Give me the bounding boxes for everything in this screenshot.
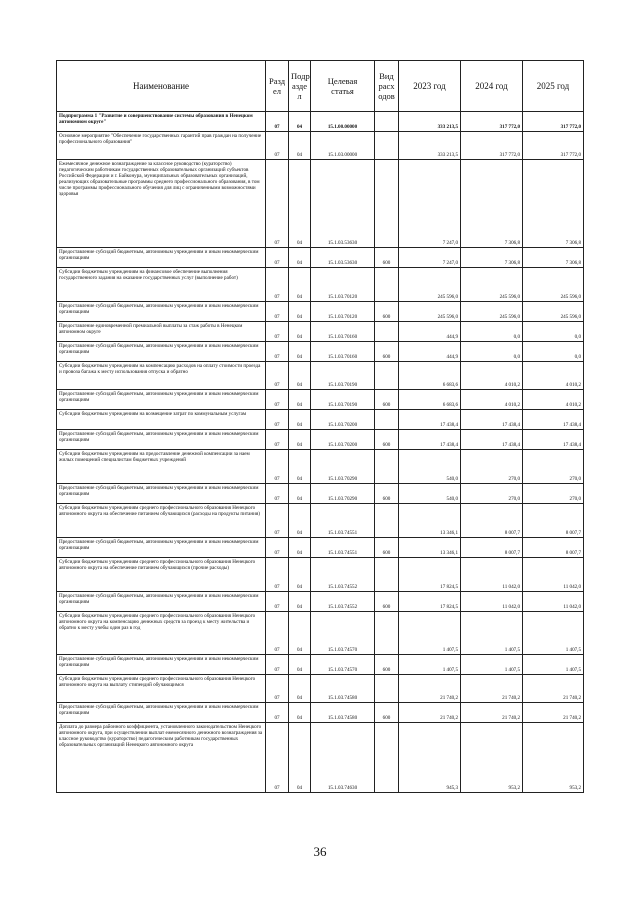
row-2024-cell: 4 010,2 — [461, 362, 523, 390]
row-2025-cell: 0,0 — [523, 322, 584, 342]
row-name-cell: Предоставление субсидий бюджетным, автономным учреждениям и иным некоммерческим организациям — [57, 655, 266, 675]
row-2024-cell: 7 306,8 — [461, 248, 523, 268]
row-2024-cell: 7 306,8 — [461, 160, 523, 248]
row-target-article-cell: 15.1.03.74570 — [311, 612, 375, 655]
row-target-article-cell: 15.1.03.74551 — [311, 504, 375, 538]
row-name-cell: Субсидии бюджетным учреждениям на компенсацию расходов на оплату стоимости проезда и провоза багажа к месту использования отпуска и обратно — [57, 362, 266, 390]
row-name-cell: Основное мероприятие "Обеспечение государственных гарантий прав граждан на получение профессионального образования" — [57, 132, 266, 160]
row-name-cell: Субсидии бюджетным учреждениям среднего профессионального образования Ненецкого автономного округа на компенсацию денежных средств за проезд к месту жительства и обратно к месту учебы один раз в год — [57, 612, 266, 655]
row-section-cell: 07 — [266, 342, 289, 362]
table-row — [57, 410, 584, 430]
row-2023-cell: 6 683,6 — [399, 362, 461, 390]
row-2023-cell: 245 596,0 — [399, 268, 461, 302]
row-2025-cell: 7 306,8 — [523, 248, 584, 268]
row-expense-type-cell — [375, 410, 399, 430]
row-2023-cell: 444,9 — [399, 322, 461, 342]
row-target-article-cell: 15.1.03.53630 — [311, 160, 375, 248]
row-name-cell: Предоставление субсидий бюджетным, автономным учреждениям и иным некоммерческим организациям — [57, 538, 266, 558]
row-2024-cell: 17 438,4 — [461, 430, 523, 450]
row-expense-type-cell: 600 — [375, 484, 399, 504]
row-2025-cell: 317 772,0 — [523, 112, 584, 132]
row-expense-type-cell — [375, 322, 399, 342]
row-2023-cell: 7 247,0 — [399, 248, 461, 268]
table-row — [57, 302, 584, 322]
header-expense-type: Вид расх одов — [375, 61, 399, 112]
row-subsection-cell: 04 — [289, 322, 311, 342]
table-row — [57, 655, 584, 675]
table-header-row — [57, 61, 584, 112]
row-target-article-cell: 15.1.03.74570 — [311, 655, 375, 675]
row-expense-type-cell: 600 — [375, 592, 399, 612]
row-2025-cell: 11 042,0 — [523, 558, 584, 592]
row-target-article-cell: 15.1.03.70200 — [311, 410, 375, 430]
row-2023-cell: 7 247,0 — [399, 160, 461, 248]
row-section-cell: 07 — [266, 655, 289, 675]
row-target-article-cell: 15.1.03.70290 — [311, 450, 375, 484]
row-subsection-cell: 04 — [289, 723, 311, 793]
row-target-article-cell: 15.1.03.74580 — [311, 675, 375, 703]
header-year-2025: 2025 год — [523, 61, 584, 112]
row-2023-cell: 333 213,5 — [399, 112, 461, 132]
table-row — [57, 703, 584, 723]
row-target-article-cell: 15.1.03.74551 — [311, 538, 375, 558]
row-section-cell: 07 — [266, 390, 289, 410]
table-row — [57, 558, 584, 592]
row-name-cell: Доплата до размера районного коэффициента, установленного законодательством Ненецкого автономного округа, при осуществлении выплат ежемесячного денежного вознаграждения за классное руководство (кураторство) педагогическим работникам государственных образовательных организаций Ненецкого автономного округа — [57, 723, 266, 793]
row-expense-type-cell — [375, 160, 399, 248]
row-subsection-cell: 04 — [289, 390, 311, 410]
row-2025-cell: 17 438,4 — [523, 410, 584, 430]
row-subsection-cell: 04 — [289, 268, 311, 302]
row-2025-cell: 317 772,0 — [523, 132, 584, 160]
row-name-cell: Предоставление единовременной премиальной выплаты за стаж работы в Ненецком автономном округе — [57, 322, 266, 342]
row-2023-cell: 245 596,0 — [399, 302, 461, 322]
row-section-cell: 07 — [266, 612, 289, 655]
row-2023-cell: 17 438,4 — [399, 430, 461, 450]
row-target-article-cell: 15.1.03.70190 — [311, 390, 375, 410]
row-2023-cell: 945,3 — [399, 723, 461, 793]
row-2023-cell: 13 346,1 — [399, 538, 461, 558]
row-subsection-cell: 04 — [289, 410, 311, 430]
row-expense-type-cell — [375, 132, 399, 160]
row-2025-cell: 953,2 — [523, 723, 584, 793]
row-section-cell: 07 — [266, 248, 289, 268]
row-expense-type-cell — [375, 612, 399, 655]
row-2023-cell: 1 407,5 — [399, 655, 461, 675]
header-target-article: Целевая статья — [311, 61, 375, 112]
row-2025-cell: 8 007,7 — [523, 538, 584, 558]
row-section-cell: 07 — [266, 410, 289, 430]
row-expense-type-cell: 600 — [375, 302, 399, 322]
row-name-cell: Предоставление субсидий бюджетным, автономным учреждениям и иным некоммерческим организациям — [57, 592, 266, 612]
row-2023-cell: 6 683,6 — [399, 390, 461, 410]
row-section-cell: 07 — [266, 484, 289, 504]
row-2023-cell: 21 740,2 — [399, 703, 461, 723]
row-expense-type-cell: 600 — [375, 538, 399, 558]
row-2025-cell: 8 007,7 — [523, 504, 584, 538]
row-2023-cell: 540,0 — [399, 450, 461, 484]
row-name-cell: Субсидии бюджетным учреждениям на предоставление денежной компенсации за наем жилых помещений специалистам бюджетных учреждений — [57, 450, 266, 484]
row-target-article-cell: 15.1.03.74552 — [311, 592, 375, 612]
row-target-article-cell: 15.1.03.74630 — [311, 723, 375, 793]
row-section-cell: 07 — [266, 302, 289, 322]
row-expense-type-cell — [375, 723, 399, 793]
row-subsection-cell: 04 — [289, 558, 311, 592]
row-2023-cell: 333 213,5 — [399, 132, 461, 160]
header-subsection: Подр азде л — [289, 61, 311, 112]
row-name-cell: Предоставление субсидий бюджетным, автономным учреждениям и иным некоммерческим организациям — [57, 342, 266, 362]
table-row — [57, 450, 584, 484]
row-name-cell: Субсидии бюджетным учреждениям среднего профессионального образования Ненецкого автономного округа на обеспечение питанием обучающихся (расходы на продукты питания) — [57, 504, 266, 538]
table-row — [57, 268, 584, 302]
budget-table — [56, 60, 584, 793]
table-row — [57, 322, 584, 342]
row-expense-type-cell: 600 — [375, 430, 399, 450]
table-body — [57, 112, 584, 793]
row-subsection-cell: 04 — [289, 612, 311, 655]
row-subsection-cell: 04 — [289, 112, 311, 132]
row-name-cell: Ежемесячное денежное вознаграждение за классное руководство (кураторство) педагогическим работникам государственных образовательных организаций субъектов Российской Федерации и г. Байконура, муниципальных образовательных организаций, реализующих образовательные программы среднего профессионального образования, в том числе программы профессионального обучения для лиц с ограниченными возможностями здоровья — [57, 160, 266, 248]
row-2023-cell: 17 824,5 — [399, 592, 461, 612]
row-subsection-cell: 04 — [289, 504, 311, 538]
row-name-cell: Подпрограмма 1 "Развитие и совершенствование системы образования в Ненецком автономном округе" — [57, 112, 266, 132]
row-section-cell: 07 — [266, 322, 289, 342]
row-2025-cell: 270,0 — [523, 484, 584, 504]
row-expense-type-cell: 600 — [375, 390, 399, 410]
row-2025-cell: 245 596,0 — [523, 268, 584, 302]
row-subsection-cell: 04 — [289, 362, 311, 390]
table-row — [57, 723, 584, 793]
row-2025-cell: 7 306,8 — [523, 160, 584, 248]
row-2025-cell: 4 010,2 — [523, 390, 584, 410]
row-section-cell: 07 — [266, 160, 289, 248]
row-subsection-cell: 04 — [289, 655, 311, 675]
row-section-cell: 07 — [266, 538, 289, 558]
row-2025-cell: 270,0 — [523, 450, 584, 484]
table-row — [57, 362, 584, 390]
row-target-article-cell: 15.1.03.70290 — [311, 484, 375, 504]
header-name: Наименование — [57, 61, 266, 112]
row-2024-cell: 245 596,0 — [461, 302, 523, 322]
row-expense-type-cell — [375, 504, 399, 538]
row-expense-type-cell — [375, 112, 399, 132]
table-row — [57, 675, 584, 703]
row-expense-type-cell — [375, 362, 399, 390]
row-2024-cell: 21 740,2 — [461, 675, 523, 703]
row-subsection-cell: 04 — [289, 302, 311, 322]
row-subsection-cell: 04 — [289, 342, 311, 362]
row-expense-type-cell: 600 — [375, 655, 399, 675]
row-2024-cell: 1 407,5 — [461, 612, 523, 655]
header-section: Разд ел — [266, 61, 289, 112]
row-section-cell: 07 — [266, 703, 289, 723]
table-row — [57, 390, 584, 410]
row-name-cell: Предоставление субсидий бюджетным, автономным учреждениям и иным некоммерческим организациям — [57, 484, 266, 504]
table-row — [57, 248, 584, 268]
row-subsection-cell: 04 — [289, 538, 311, 558]
row-2025-cell: 4 010,2 — [523, 362, 584, 390]
row-target-article-cell: 15.1.03.70120 — [311, 302, 375, 322]
row-target-article-cell: 15.1.03.70160 — [311, 322, 375, 342]
row-subsection-cell: 04 — [289, 248, 311, 268]
row-expense-type-cell: 600 — [375, 342, 399, 362]
row-2025-cell: 17 438,4 — [523, 430, 584, 450]
row-2023-cell: 17 824,5 — [399, 558, 461, 592]
row-subsection-cell: 04 — [289, 160, 311, 248]
row-section-cell: 07 — [266, 558, 289, 592]
row-2024-cell: 317 772,0 — [461, 112, 523, 132]
row-target-article-cell: 15.1.03.70190 — [311, 362, 375, 390]
row-name-cell: Предоставление субсидий бюджетным, автономным учреждениям и иным некоммерческим организациям — [57, 390, 266, 410]
row-section-cell: 07 — [266, 675, 289, 703]
table-row — [57, 160, 584, 248]
row-2024-cell: 0,0 — [461, 322, 523, 342]
table-row — [57, 538, 584, 558]
row-2025-cell: 21 740,2 — [523, 675, 584, 703]
table-row — [57, 484, 584, 504]
row-target-article-cell: 15.1.03.53630 — [311, 248, 375, 268]
row-2024-cell: 8 007,7 — [461, 538, 523, 558]
header-year-2023: 2023 год — [399, 61, 461, 112]
table-row — [57, 592, 584, 612]
row-section-cell: 07 — [266, 723, 289, 793]
row-name-cell: Субсидии бюджетным учреждениям среднего профессионального образования Ненецкого автономного округа на обеспечение питанием обучающихся (прочие расходы) — [57, 558, 266, 592]
table-row — [57, 112, 584, 132]
table-row — [57, 430, 584, 450]
row-name-cell: Предоставление субсидий бюджетным, автономным учреждениям и иным некоммерческим организациям — [57, 703, 266, 723]
row-target-article-cell: 15.1.03.70200 — [311, 430, 375, 450]
row-2024-cell: 8 007,7 — [461, 504, 523, 538]
row-2024-cell: 1 407,5 — [461, 655, 523, 675]
header-year-2024: 2024 год — [461, 61, 523, 112]
row-section-cell: 07 — [266, 112, 289, 132]
row-2024-cell: 270,0 — [461, 484, 523, 504]
row-target-article-cell: 15.1.03.70160 — [311, 342, 375, 362]
row-2024-cell: 317 772,0 — [461, 132, 523, 160]
row-2025-cell: 0,0 — [523, 342, 584, 362]
row-section-cell: 07 — [266, 362, 289, 390]
row-section-cell: 07 — [266, 430, 289, 450]
row-section-cell: 07 — [266, 268, 289, 302]
row-2024-cell: 11 042,0 — [461, 592, 523, 612]
row-2025-cell: 1 407,5 — [523, 612, 584, 655]
row-2024-cell: 21 740,2 — [461, 703, 523, 723]
row-2023-cell: 21 740,2 — [399, 675, 461, 703]
row-subsection-cell: 04 — [289, 484, 311, 504]
row-name-cell: Предоставление субсидий бюджетным, автономным учреждениям и иным некоммерческим организациям — [57, 248, 266, 268]
row-2024-cell: 11 042,0 — [461, 558, 523, 592]
row-name-cell: Предоставление субсидий бюджетным, автономным учреждениям и иным некоммерческим организациям — [57, 430, 266, 450]
row-section-cell: 07 — [266, 132, 289, 160]
row-2025-cell: 245 596,0 — [523, 302, 584, 322]
table-row — [57, 342, 584, 362]
row-2023-cell: 540,0 — [399, 484, 461, 504]
row-subsection-cell: 04 — [289, 450, 311, 484]
row-2024-cell: 4 010,2 — [461, 390, 523, 410]
row-expense-type-cell: 600 — [375, 248, 399, 268]
row-2024-cell: 953,2 — [461, 723, 523, 793]
row-2023-cell: 444,9 — [399, 342, 461, 362]
row-target-article-cell: 15.1.03.74552 — [311, 558, 375, 592]
row-name-cell: Предоставление субсидий бюджетным, автономным учреждениям и иным некоммерческим организациям — [57, 302, 266, 322]
row-expense-type-cell — [375, 268, 399, 302]
row-section-cell: 07 — [266, 592, 289, 612]
row-2025-cell: 21 740,2 — [523, 703, 584, 723]
row-2024-cell: 270,0 — [461, 450, 523, 484]
row-section-cell: 07 — [266, 450, 289, 484]
row-subsection-cell: 04 — [289, 430, 311, 450]
row-2025-cell: 1 407,5 — [523, 655, 584, 675]
row-subsection-cell: 04 — [289, 592, 311, 612]
row-subsection-cell: 04 — [289, 703, 311, 723]
table-row — [57, 612, 584, 655]
row-2024-cell: 245 596,0 — [461, 268, 523, 302]
row-2025-cell: 11 042,0 — [523, 592, 584, 612]
row-target-article-cell: 15.1.03.70120 — [311, 268, 375, 302]
table-row — [57, 132, 584, 160]
row-name-cell: Субсидии бюджетным учреждениям на возмещение затрат по коммунальным услугам — [57, 410, 266, 430]
row-2024-cell: 17 438,4 — [461, 410, 523, 430]
row-expense-type-cell: 600 — [375, 703, 399, 723]
row-name-cell: Субсидии бюджетным учреждениям на финансовое обеспечение выполнения государственного задания на оказание государственных услуг (выполнение работ) — [57, 268, 266, 302]
row-subsection-cell: 04 — [289, 132, 311, 160]
row-2023-cell: 1 407,5 — [399, 612, 461, 655]
row-target-article-cell: 15.1.03.74580 — [311, 703, 375, 723]
row-2023-cell: 17 438,4 — [399, 410, 461, 430]
row-subsection-cell: 04 — [289, 675, 311, 703]
row-expense-type-cell — [375, 558, 399, 592]
row-expense-type-cell — [375, 450, 399, 484]
row-target-article-cell: 15.1.00.00000 — [311, 112, 375, 132]
table-row — [57, 504, 584, 538]
row-name-cell: Субсидии бюджетным учреждениям среднего профессионального образования Ненецкого автономного округа на выплату стипендий обучающимся — [57, 675, 266, 703]
row-section-cell: 07 — [266, 504, 289, 538]
page-number: 36 — [313, 844, 327, 859]
row-2023-cell: 13 346,1 — [399, 504, 461, 538]
row-target-article-cell: 15.1.03.00000 — [311, 132, 375, 160]
row-expense-type-cell — [375, 675, 399, 703]
row-2024-cell: 0,0 — [461, 342, 523, 362]
